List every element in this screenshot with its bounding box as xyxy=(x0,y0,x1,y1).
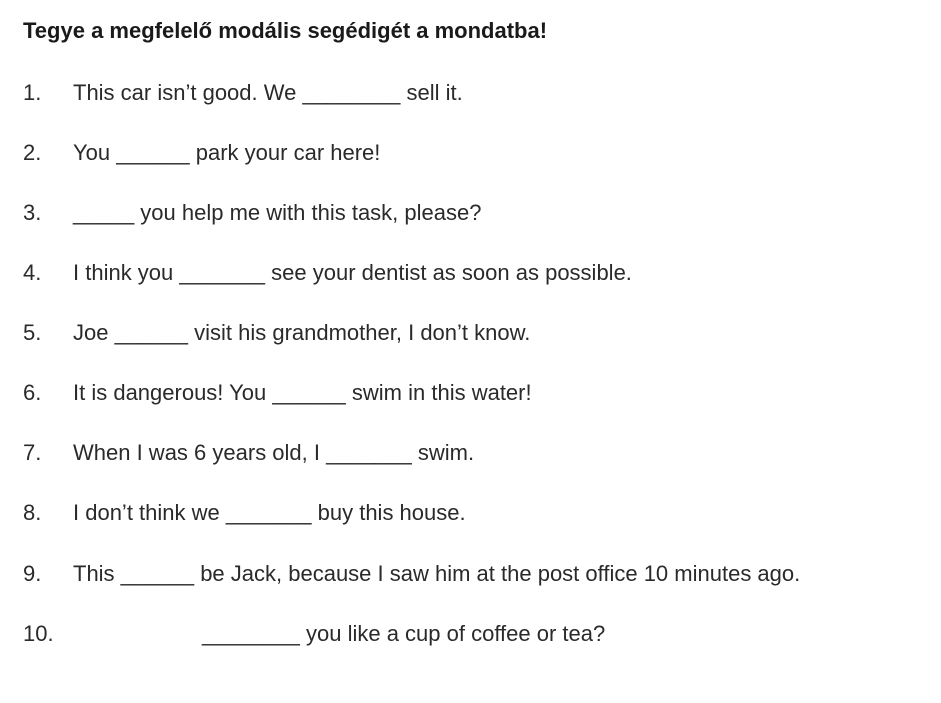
exercise-item-6 xyxy=(0,379,941,419)
exercise-sentence: Joe ______ visit his grandmother, I don’t know. xyxy=(73,320,531,345)
exercise-sentence: You ______ park your car here! xyxy=(73,140,381,165)
exercise-item-9 xyxy=(0,560,941,600)
exercise-number: 4. xyxy=(23,260,42,285)
worksheet-title: Tegye a megfelelő modális segédigét a mondatba! xyxy=(23,18,548,43)
exercise-sentence: It is dangerous! You ______ swim in this water! xyxy=(73,380,532,405)
exercise-number: 7. xyxy=(23,440,42,465)
exercise-sentence: This car isn’t good. We ________ sell it. xyxy=(73,80,463,105)
exercise-number: 8. xyxy=(23,500,42,525)
exercise-sentence: I think you _______ see your dentist as soon as possible. xyxy=(73,260,632,285)
exercise-number: 1. xyxy=(23,80,42,105)
exercise-item-3 xyxy=(0,199,941,239)
exercise-sentence: _____ you help me with this task, please? xyxy=(73,200,482,225)
exercise-sentence: This ______ be Jack, because I saw him at the post office 10 minutes ago. xyxy=(73,561,801,586)
exercise-number: 10. xyxy=(23,621,54,646)
exercise-item-2 xyxy=(0,139,941,179)
exercise-number: 6. xyxy=(23,380,42,405)
exercise-item-5 xyxy=(0,319,941,359)
exercise-number: 5. xyxy=(23,320,42,345)
exercise-item-7 xyxy=(0,439,941,479)
exercise-sentence: When I was 6 years old, I _______ swim. xyxy=(73,440,475,465)
exercise-number: 3. xyxy=(23,200,42,225)
exercise-number: 9. xyxy=(23,561,42,586)
exercise-number: 2. xyxy=(23,140,42,165)
exercise-sentence: ________ you like a cup of coffee or tea? xyxy=(202,621,606,646)
exercise-item-4 xyxy=(0,259,941,299)
exercise-item-1 xyxy=(0,79,941,119)
exercise-item-8 xyxy=(0,499,941,539)
exercise-sentence: I don’t think we _______ buy this house. xyxy=(73,500,466,525)
exercise-item-10 xyxy=(0,620,941,660)
